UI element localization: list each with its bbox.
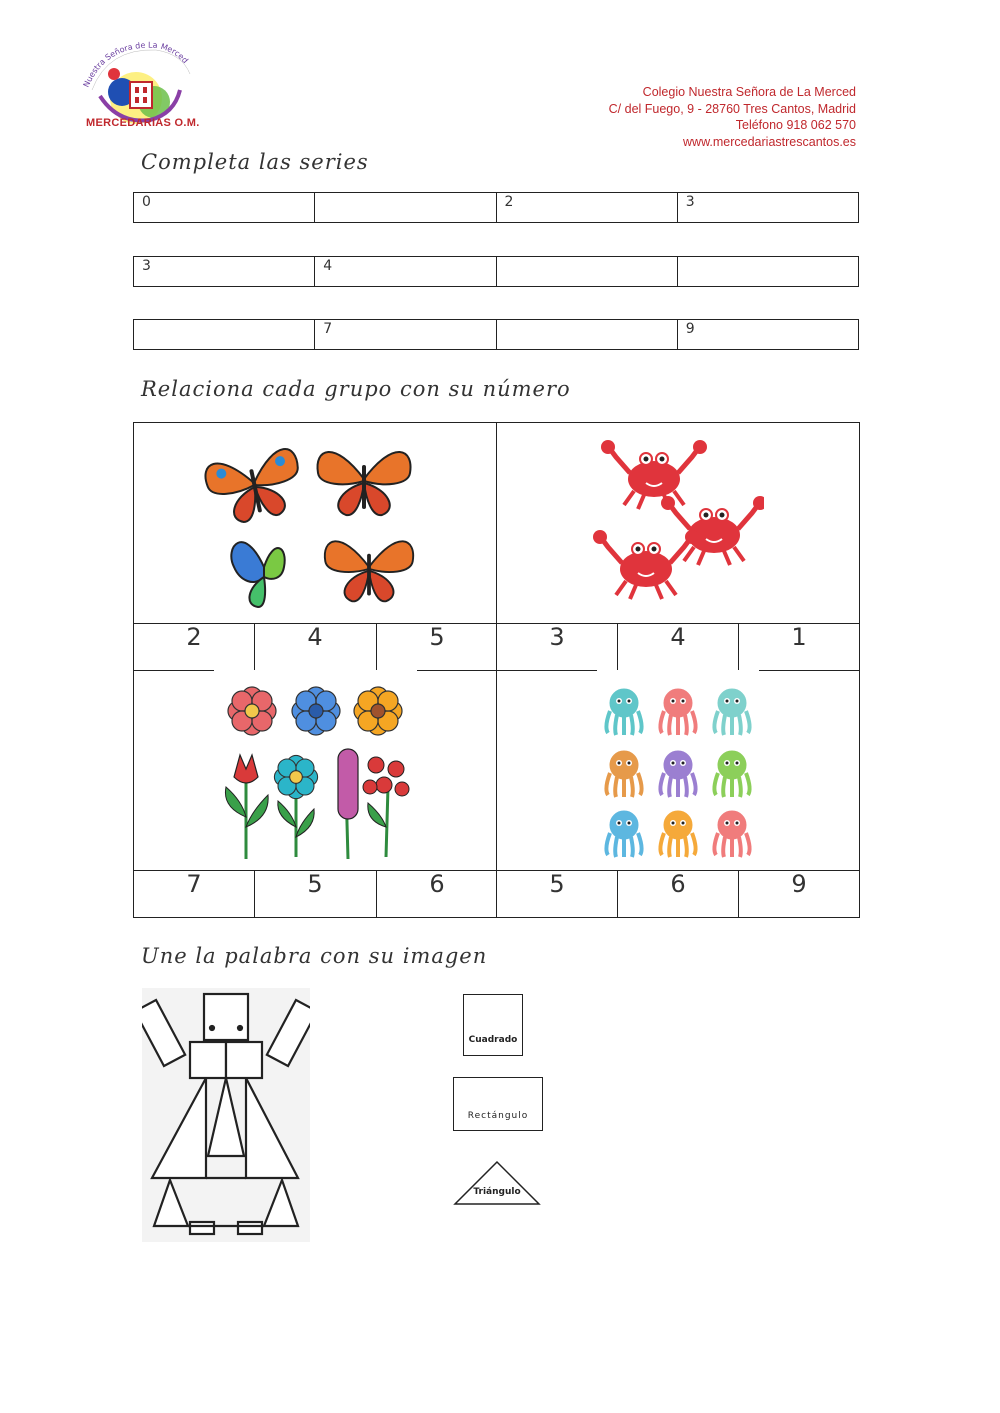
section-title-shapes: Une la palabra con su imagen	[141, 944, 488, 968]
series-cell[interactable]: 3	[134, 257, 315, 286]
rectangle-shape[interactable]	[453, 1077, 543, 1131]
school-name: Colegio Nuestra Señora de La Merced	[642, 85, 856, 99]
crabs-picture	[584, 435, 764, 615]
butterflies-picture	[204, 435, 444, 615]
school-info	[609, 84, 856, 150]
option-number[interactable]: 1	[791, 623, 807, 651]
option-number[interactable]: 5	[549, 870, 565, 898]
counting-grid	[133, 422, 860, 918]
series-cell[interactable]: 9	[685, 321, 695, 337]
square-shape[interactable]	[463, 994, 523, 1056]
series-cell[interactable]	[134, 320, 315, 349]
school-phone: Teléfono 918 062 570	[735, 118, 856, 132]
section-title-series: Completa las series	[141, 150, 369, 174]
triangle-label: Triángulo	[473, 1187, 521, 1197]
option-number[interactable]: 2	[186, 623, 202, 651]
series-cell[interactable]: 4	[315, 257, 496, 286]
square-label: Cuadrado	[468, 1035, 518, 1045]
option-number[interactable]: 7	[186, 870, 202, 898]
school-website[interactable]: www.mercedariastrescantos.es	[683, 134, 856, 149]
option-number[interactable]: 9	[791, 870, 807, 898]
option-number[interactable]: 5	[307, 870, 323, 898]
triangle-shape[interactable]	[453, 1160, 541, 1206]
series-cell[interactable]	[678, 257, 858, 286]
school-address: C/ del Fuego, 9 - 28760 Tres Cantos, Madrid	[608, 101, 856, 116]
flowers-picture	[216, 677, 416, 863]
series-cell[interactable]: 0	[134, 193, 315, 222]
series-row-1	[133, 192, 859, 223]
shape-dog-picture	[142, 988, 310, 1242]
series-cell[interactable]: 3	[685, 194, 695, 210]
option-number[interactable]: 6	[670, 870, 686, 898]
series-cell[interactable]	[497, 257, 678, 286]
option-number[interactable]: 4	[307, 623, 323, 651]
series-cell[interactable]	[497, 320, 678, 349]
octopuses-picture	[598, 677, 758, 863]
option-number[interactable]: 6	[429, 870, 445, 898]
series-cell[interactable]: 2	[497, 193, 678, 222]
option-number[interactable]: 3	[549, 623, 565, 651]
series-row-2	[133, 256, 859, 287]
option-number[interactable]: 5	[429, 623, 445, 651]
series-cell[interactable]: 7	[315, 320, 496, 349]
option-number[interactable]: 4	[670, 623, 686, 651]
rectangle-label: Rectángulo	[467, 1111, 529, 1121]
logo-text: MERCEDARIAS O.M.	[86, 117, 200, 129]
section-title-match: Relaciona cada grupo con su número	[141, 377, 571, 401]
series-cell[interactable]	[315, 193, 496, 222]
logo-arc-text: Nuestra Señora de La Merced	[81, 40, 190, 89]
series-row-3	[133, 319, 859, 350]
